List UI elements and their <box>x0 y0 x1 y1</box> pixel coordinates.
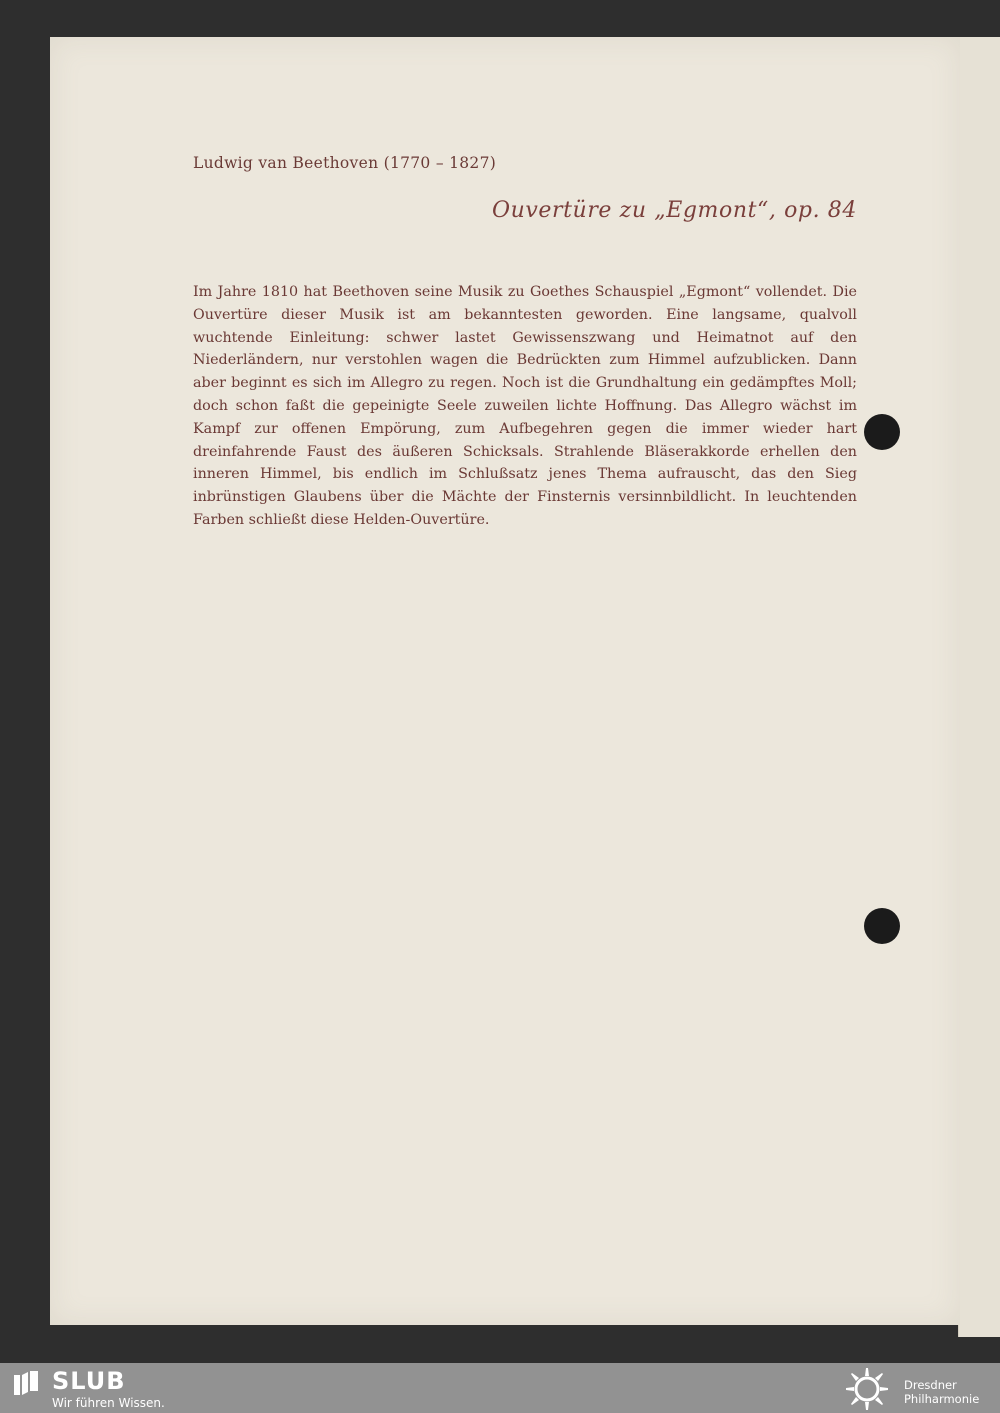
document-page <box>50 37 960 1325</box>
slub-name[interactable]: SLUB <box>52 1367 126 1395</box>
program-note-text: Im Jahre 1810 hat Beethoven seine Musik zu Goethes Schauspiel „Egmont“ vollendet. Die Ouvertüre dieser Musik ist am bekanntesten geworden. Eine langsame, qualvoll wuchtende Einleitung: schwer lastet Gewissenszwang und Heimatnot auf den Niederländern, nur verstohlen wagen die Bedrückten zum Himmel aufzublicken. Dann aber beginnt es sich im Allegro zu regen. Noch ist die Grundhaltung ein gedämpftes Moll; doch schon faßt die gepeinigte Seele zuweilen lichte Hoffnung. Das Allegro wächst im Kampf zur offenen Empörung, zum Aufbegehren gegen die immer wieder hart dreinfahrende Faust des äußeren Schicksals. Strahlende Bläserakkorde erhellen den inneren Himmel, bis endlich im Schlußsatz jenes Thema aufrauscht, das den Sieg inbrünstigen Glaubens über die Mächte der Finsternis versinnbildlicht. In leuchtenden Farben schließt diese Helden-Ouvertüre. <box>193 284 857 528</box>
punch-hole-bottom <box>864 908 900 944</box>
footer-bar <box>0 1363 1000 1413</box>
punch-hole-top <box>864 414 900 450</box>
slub-slogan: Wir führen Wissen. <box>52 1396 165 1410</box>
sunburst-icon[interactable] <box>842 1367 892 1411</box>
partner-name-line2: Philharmonie <box>904 1392 980 1406</box>
next-page-edge <box>958 37 1000 1337</box>
partner-name-line1: Dresdner <box>904 1378 957 1392</box>
book-stack-icon[interactable] <box>14 1371 40 1397</box>
composer-heading: Ludwig van Beethoven (1770 – 1827) <box>193 154 497 172</box>
work-title: Ouvertüre zu „Egmont“, op. 84 <box>491 198 857 223</box>
